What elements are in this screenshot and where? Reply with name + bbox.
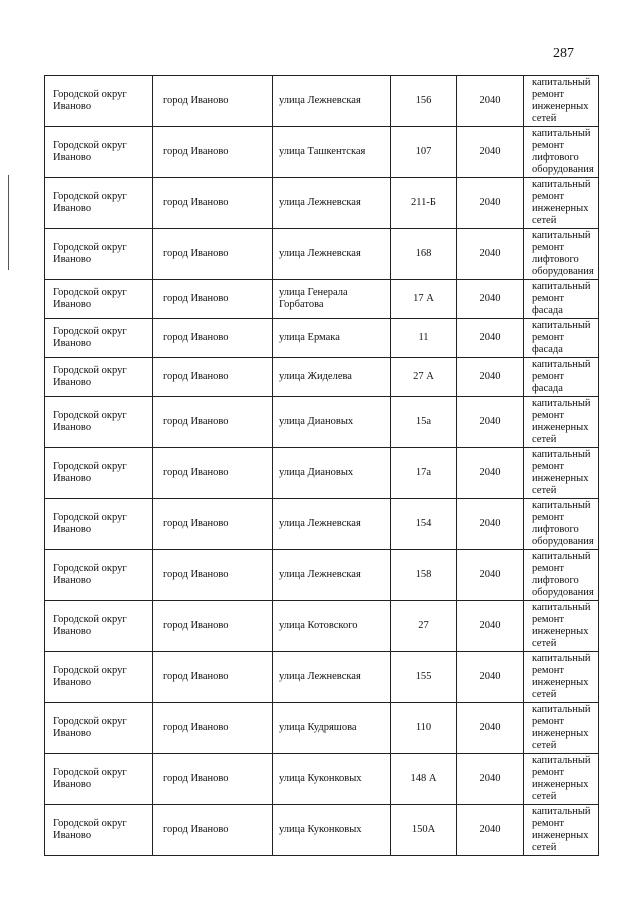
- house-number-cell-text: 27: [418, 620, 429, 631]
- year-cell-text: 2040: [479, 332, 501, 343]
- house-number-cell: [391, 178, 457, 229]
- year-cell-text: 2040: [479, 722, 501, 733]
- work-type-cell-text: капитальный ремонт фасада: [532, 281, 591, 316]
- house-number-cell-text: 17 А: [413, 293, 434, 304]
- district-cell: [45, 76, 153, 127]
- city-cell: [153, 397, 273, 448]
- year-cell: [457, 229, 524, 280]
- work-type-cell-text: капитальный ремонт инженерных сетей: [532, 449, 591, 496]
- work-type-cell-text: капитальный ремонт фасада: [532, 320, 591, 355]
- work-type-cell-text: капитальный ремонт лифтового оборудования: [532, 128, 594, 175]
- street-cell-text: улица Ермака: [279, 332, 340, 343]
- year-cell-text: 2040: [479, 293, 501, 304]
- year-cell: [457, 754, 524, 805]
- street-cell-text: улица Куконковых: [279, 824, 362, 835]
- street-cell-text: улица Лежневская: [279, 569, 361, 580]
- year-cell: [457, 127, 524, 178]
- work-type-cell: [524, 397, 599, 448]
- year-cell-text: 2040: [479, 773, 501, 784]
- district-cell: [45, 550, 153, 601]
- margin-mark: [8, 175, 9, 270]
- house-number-cell-text: 11: [418, 332, 429, 343]
- work-type-cell-text: капитальный ремонт инженерных сетей: [532, 653, 591, 700]
- repair-schedule-table: [44, 75, 599, 856]
- work-type-cell: [524, 319, 599, 358]
- district-cell-text: Городской округ Иваново: [53, 365, 127, 388]
- street-cell: [273, 550, 391, 601]
- work-type-cell: [524, 127, 599, 178]
- table-row: [45, 703, 599, 754]
- year-cell: [457, 319, 524, 358]
- work-type-cell: [524, 76, 599, 127]
- work-type-cell: [524, 358, 599, 397]
- city-cell: [153, 358, 273, 397]
- city-cell: [153, 754, 273, 805]
- year-cell-text: 2040: [479, 620, 501, 631]
- city-cell-text: город Иваново: [163, 248, 229, 259]
- district-cell: [45, 178, 153, 229]
- city-cell-text: город Иваново: [163, 518, 229, 529]
- table-row: [45, 358, 599, 397]
- work-type-cell: [524, 805, 599, 856]
- year-cell-text: 2040: [479, 371, 501, 382]
- work-type-cell: [524, 550, 599, 601]
- house-number-cell: [391, 499, 457, 550]
- house-number-cell: [391, 280, 457, 319]
- year-cell-text: 2040: [479, 248, 501, 259]
- street-cell: [273, 358, 391, 397]
- house-number-cell: [391, 805, 457, 856]
- street-cell: [273, 652, 391, 703]
- house-number-cell-text: 15а: [415, 416, 432, 427]
- year-cell-text: 2040: [479, 416, 501, 427]
- street-cell-text: улица Лежневская: [279, 197, 361, 208]
- work-type-cell-text: капитальный ремонт инженерных сетей: [532, 602, 591, 649]
- city-cell-text: город Иваново: [163, 569, 229, 580]
- year-cell: [457, 703, 524, 754]
- district-cell-text: Городской округ Иваново: [53, 665, 127, 688]
- work-type-cell: [524, 229, 599, 280]
- house-number-cell: [391, 358, 457, 397]
- district-cell-text: Городской округ Иваново: [53, 191, 127, 214]
- city-cell-text: город Иваново: [163, 416, 229, 427]
- house-number-cell-text: 27 А: [413, 371, 434, 382]
- work-type-cell-text: капитальный ремонт инженерных сетей: [532, 398, 591, 445]
- page-number: 287: [553, 46, 574, 61]
- house-number-cell: [391, 397, 457, 448]
- table-row: [45, 397, 599, 448]
- street-cell: [273, 319, 391, 358]
- house-number-cell: [391, 448, 457, 499]
- street-cell-text: улица Лежневская: [279, 95, 361, 106]
- street-cell: [273, 703, 391, 754]
- city-cell-text: город Иваново: [163, 722, 229, 733]
- street-cell-text: улица Лежневская: [279, 671, 361, 682]
- year-cell-text: 2040: [479, 467, 501, 478]
- house-number-cell-text: 211-Б: [411, 197, 436, 208]
- district-cell-text: Городской округ Иваново: [53, 461, 127, 484]
- year-cell: [457, 499, 524, 550]
- house-number-cell-text: 148 А: [410, 773, 437, 784]
- city-cell-text: город Иваново: [163, 824, 229, 835]
- district-cell: [45, 448, 153, 499]
- city-cell-text: город Иваново: [163, 197, 229, 208]
- house-number-cell: [391, 652, 457, 703]
- city-cell: [153, 229, 273, 280]
- house-number-cell: [391, 229, 457, 280]
- year-cell: [457, 76, 524, 127]
- district-cell-text: Городской округ Иваново: [53, 140, 127, 163]
- work-type-cell-text: капитальный ремонт инженерных сетей: [532, 77, 591, 124]
- house-number-cell-text: 158: [415, 569, 432, 580]
- city-cell: [153, 127, 273, 178]
- work-type-cell-text: капитальный ремонт фасада: [532, 359, 591, 394]
- table-row: [45, 652, 599, 703]
- city-cell-text: город Иваново: [163, 773, 229, 784]
- district-cell: [45, 358, 153, 397]
- house-number-cell-text: 168: [415, 248, 432, 259]
- district-cell: [45, 805, 153, 856]
- table-row: [45, 550, 599, 601]
- street-cell: [273, 499, 391, 550]
- table-row: [45, 601, 599, 652]
- year-cell-text: 2040: [479, 95, 501, 106]
- table-row: [45, 754, 599, 805]
- house-number-cell-text: 156: [415, 95, 432, 106]
- table-row: [45, 280, 599, 319]
- work-type-cell: [524, 652, 599, 703]
- street-cell: [273, 229, 391, 280]
- city-cell-text: город Иваново: [163, 293, 229, 304]
- city-cell: [153, 448, 273, 499]
- work-type-cell-text: капитальный ремонт инженерных сетей: [532, 704, 591, 751]
- year-cell: [457, 550, 524, 601]
- street-cell: [273, 127, 391, 178]
- year-cell-text: 2040: [479, 569, 501, 580]
- district-cell: [45, 319, 153, 358]
- table-row: [45, 319, 599, 358]
- year-cell: [457, 280, 524, 319]
- street-cell-text: улица Лежневская: [279, 248, 361, 259]
- city-cell: [153, 178, 273, 229]
- table-row: [45, 76, 599, 127]
- district-cell-text: Городской округ Иваново: [53, 512, 127, 535]
- work-type-cell-text: капитальный ремонт лифтового оборудования: [532, 500, 594, 547]
- table-body: [45, 76, 599, 856]
- table-row: [45, 229, 599, 280]
- city-cell-text: город Иваново: [163, 671, 229, 682]
- work-type-cell: [524, 178, 599, 229]
- house-number-cell-text: 150А: [411, 824, 436, 835]
- district-cell-text: Городской округ Иваново: [53, 818, 127, 841]
- street-cell: [273, 805, 391, 856]
- city-cell-text: город Иваново: [163, 371, 229, 382]
- work-type-cell-text: капитальный ремонт инженерных сетей: [532, 179, 591, 226]
- street-cell: [273, 76, 391, 127]
- district-cell-text: Городской округ Иваново: [53, 767, 127, 790]
- year-cell: [457, 448, 524, 499]
- work-type-cell: [524, 448, 599, 499]
- district-cell-text: Городской округ Иваново: [53, 89, 127, 112]
- table-row: [45, 178, 599, 229]
- street-cell: [273, 178, 391, 229]
- city-cell: [153, 703, 273, 754]
- street-cell-text: улица Диановых: [279, 467, 354, 478]
- year-cell: [457, 178, 524, 229]
- city-cell-text: город Иваново: [163, 146, 229, 157]
- street-cell-text: улица Кудряшова: [279, 722, 357, 733]
- street-cell-text: улица Куконковых: [279, 773, 362, 784]
- city-cell: [153, 805, 273, 856]
- work-type-cell-text: капитальный ремонт инженерных сетей: [532, 755, 591, 802]
- district-cell: [45, 127, 153, 178]
- district-cell: [45, 754, 153, 805]
- district-cell: [45, 499, 153, 550]
- house-number-cell: [391, 601, 457, 652]
- street-cell-text: улица Диановых: [279, 416, 354, 427]
- city-cell: [153, 499, 273, 550]
- district-cell-text: Городской округ Иваново: [53, 410, 127, 433]
- district-cell-text: Городской округ Иваново: [53, 242, 127, 265]
- street-cell-text: улица Лежневская: [279, 518, 361, 529]
- work-type-cell-text: капитальный ремонт лифтового оборудования: [532, 551, 594, 598]
- district-cell: [45, 703, 153, 754]
- city-cell: [153, 652, 273, 703]
- district-cell: [45, 652, 153, 703]
- year-cell-text: 2040: [479, 671, 501, 682]
- district-cell: [45, 601, 153, 652]
- city-cell: [153, 319, 273, 358]
- street-cell-text: улица Ташкентская: [279, 146, 366, 157]
- year-cell-text: 2040: [479, 518, 501, 529]
- house-number-cell: [391, 703, 457, 754]
- house-number-cell-text: 155: [415, 671, 432, 682]
- table-row: [45, 448, 599, 499]
- street-cell-text: улица Генерала Горбатова: [279, 287, 348, 310]
- work-type-cell: [524, 703, 599, 754]
- city-cell: [153, 280, 273, 319]
- house-number-cell-text: 154: [415, 518, 432, 529]
- work-type-cell: [524, 499, 599, 550]
- house-number-cell: [391, 127, 457, 178]
- year-cell-text: 2040: [479, 197, 501, 208]
- street-cell: [273, 448, 391, 499]
- district-cell: [45, 280, 153, 319]
- district-cell-text: Городской округ Иваново: [53, 614, 127, 637]
- street-cell: [273, 397, 391, 448]
- house-number-cell: [391, 319, 457, 358]
- district-cell-text: Городской округ Иваново: [53, 563, 127, 586]
- house-number-cell-text: 17а: [415, 467, 432, 478]
- city-cell-text: город Иваново: [163, 620, 229, 631]
- table-row: [45, 127, 599, 178]
- house-number-cell: [391, 754, 457, 805]
- year-cell-text: 2040: [479, 146, 501, 157]
- district-cell-text: Городской округ Иваново: [53, 326, 127, 349]
- district-cell: [45, 397, 153, 448]
- year-cell-text: 2040: [479, 824, 501, 835]
- house-number-cell: [391, 550, 457, 601]
- house-number-cell-text: 110: [415, 722, 432, 733]
- city-cell-text: город Иваново: [163, 467, 229, 478]
- year-cell: [457, 805, 524, 856]
- work-type-cell: [524, 754, 599, 805]
- street-cell-text: улица Жиделева: [279, 371, 352, 382]
- year-cell: [457, 652, 524, 703]
- city-cell: [153, 601, 273, 652]
- district-cell-text: Городской округ Иваново: [53, 287, 127, 310]
- year-cell: [457, 397, 524, 448]
- year-cell: [457, 601, 524, 652]
- work-type-cell: [524, 280, 599, 319]
- table-row: [45, 499, 599, 550]
- street-cell: [273, 280, 391, 319]
- work-type-cell: [524, 601, 599, 652]
- district-cell-text: Городской округ Иваново: [53, 716, 127, 739]
- street-cell: [273, 754, 391, 805]
- street-cell: [273, 601, 391, 652]
- city-cell: [153, 76, 273, 127]
- table-row: [45, 805, 599, 856]
- city-cell: [153, 550, 273, 601]
- year-cell: [457, 358, 524, 397]
- street-cell-text: улица Котовского: [279, 620, 358, 631]
- house-number-cell: [391, 76, 457, 127]
- work-type-cell-text: капитальный ремонт лифтового оборудования: [532, 230, 594, 277]
- city-cell-text: город Иваново: [163, 95, 229, 106]
- work-type-cell-text: капитальный ремонт инженерных сетей: [532, 806, 591, 853]
- house-number-cell-text: 107: [415, 146, 432, 157]
- city-cell-text: город Иваново: [163, 332, 229, 343]
- district-cell: [45, 229, 153, 280]
